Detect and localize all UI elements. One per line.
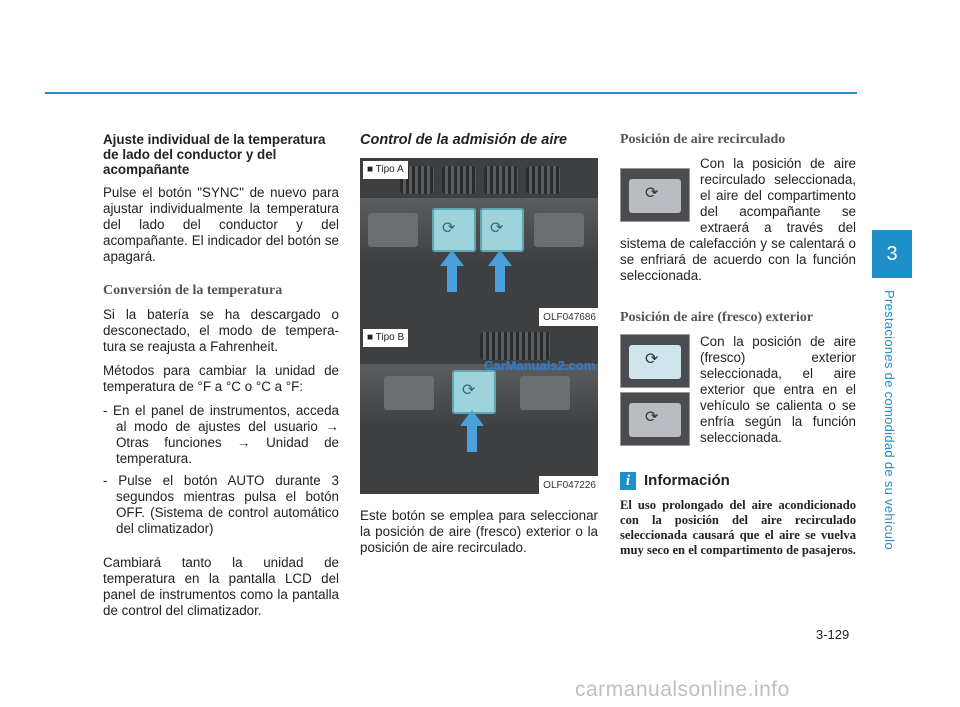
sub-heading: Posición de aire recirculado <box>620 132 786 147</box>
sub-heading: Posición de aire (fresco) exterior <box>620 310 814 325</box>
panel-button <box>534 213 584 247</box>
arrow-up-icon <box>447 264 457 292</box>
paragraph: Métodos para cambiar la unidad de temperatura de °F a °C o °C a °F: <box>103 363 339 394</box>
figure-type-b <box>360 326 598 494</box>
arrow-up-icon <box>467 424 477 452</box>
column-1 <box>103 132 339 627</box>
paragraph: Con la posición de aire recirculado seleccionada, el aire del compartimento del acompañante se extraerá a través del sistema de calefacción y se calentará o se enfriará de acuerdo con la función seleccionada. <box>620 156 856 283</box>
fresh-air-button-icon: ⟳ <box>480 208 524 252</box>
arrow-up-icon <box>460 410 484 426</box>
figure-code: OLF047686 <box>539 308 598 326</box>
chapter-tab: 3 <box>872 230 912 278</box>
figure-tag: ■ Tipo A <box>363 161 408 179</box>
figure-code: OLF047226 <box>539 476 598 494</box>
column-3 <box>620 132 856 558</box>
paragraph: Pulse el botón "SYNC" de nuevo para ajustar individualmente la temperatura del lado del conductor y del acompañante. El indicador del botón se apagará. <box>103 185 339 264</box>
figure-tag: ■ Tipo B <box>363 329 408 347</box>
chapter-label: Prestaciones de comodidad de su vehículo <box>882 290 897 550</box>
arrow-up-icon <box>440 250 464 266</box>
recirc-button-image <box>620 168 690 222</box>
panel-button <box>384 376 434 410</box>
fresh-air-button-image <box>620 334 690 388</box>
watermark: CarManuals2.com <box>484 358 596 373</box>
figure-type-a <box>360 158 598 326</box>
fresh-air-button-image <box>620 392 690 446</box>
info-heading-label: Información <box>644 472 730 489</box>
info-icon: i <box>620 472 636 490</box>
paragraph: Este botón se emplea para seleccionar la posición de aire (fresco) exterior o la posición de aire recirculado. <box>360 508 598 555</box>
sub-heading: Conversión de la temperatura <box>103 283 283 298</box>
paragraph: Si la batería se ha descargado o desconectado, el modo de tempera-tura se reajusta a Fahrenheit. <box>103 307 339 354</box>
info-body: El uso prolongado del aire acondicionado con la posición del aire recirculado seleccionada causará que el aire se vuelva muy seco en el compartimento de pasajeros. <box>620 498 856 557</box>
arrow-up-icon <box>495 264 505 292</box>
list-item: - En el panel de instrumentos, acceda al modo de ajustes del usuario → Otras funciones → Unidad de temperatura. <box>103 403 339 466</box>
paragraph: Con la posición de aire (fresco) exterior seleccionada, el aire exterior que entra en el vehículo se calienta o se enfría según la función seleccionada. <box>700 334 856 445</box>
recirculation-icon: ⟳ <box>645 185 659 202</box>
panel-button <box>368 213 418 247</box>
page-number: 3-129 <box>816 627 850 642</box>
info-heading <box>620 472 856 490</box>
vent <box>484 166 518 194</box>
vent <box>526 166 560 194</box>
paragraph: Cambiará tanto la unidad de temperatura en la pantalla LCD del panel de instrumentos como la pantalla de control del climatizador. <box>103 555 339 618</box>
recirc-button-icon: ⟳ <box>432 208 476 252</box>
column-2 <box>360 132 598 564</box>
fresh-air-images <box>620 334 690 446</box>
header-rule <box>45 92 857 94</box>
fresh-air-icon: ⟳ <box>645 409 659 426</box>
section-heading: Ajuste individual de la temperatura de lado del conductor y del acompañante <box>103 132 326 177</box>
watermark: carmanualsonline.info <box>575 678 790 701</box>
vent <box>480 332 550 360</box>
section-heading: Control de la admisión de aire <box>360 132 568 148</box>
air-intake-button-icon: ⟳ <box>452 370 496 414</box>
fresh-air-icon: ⟳ <box>645 351 659 368</box>
vent <box>442 166 476 194</box>
list-item: - Pulse el botón AUTO durante 3 segundos mientras pulsa el botón OFF. (Sistema de control automático del climatizador) <box>103 473 339 536</box>
panel-button <box>520 376 570 410</box>
arrow-up-icon <box>488 250 512 266</box>
